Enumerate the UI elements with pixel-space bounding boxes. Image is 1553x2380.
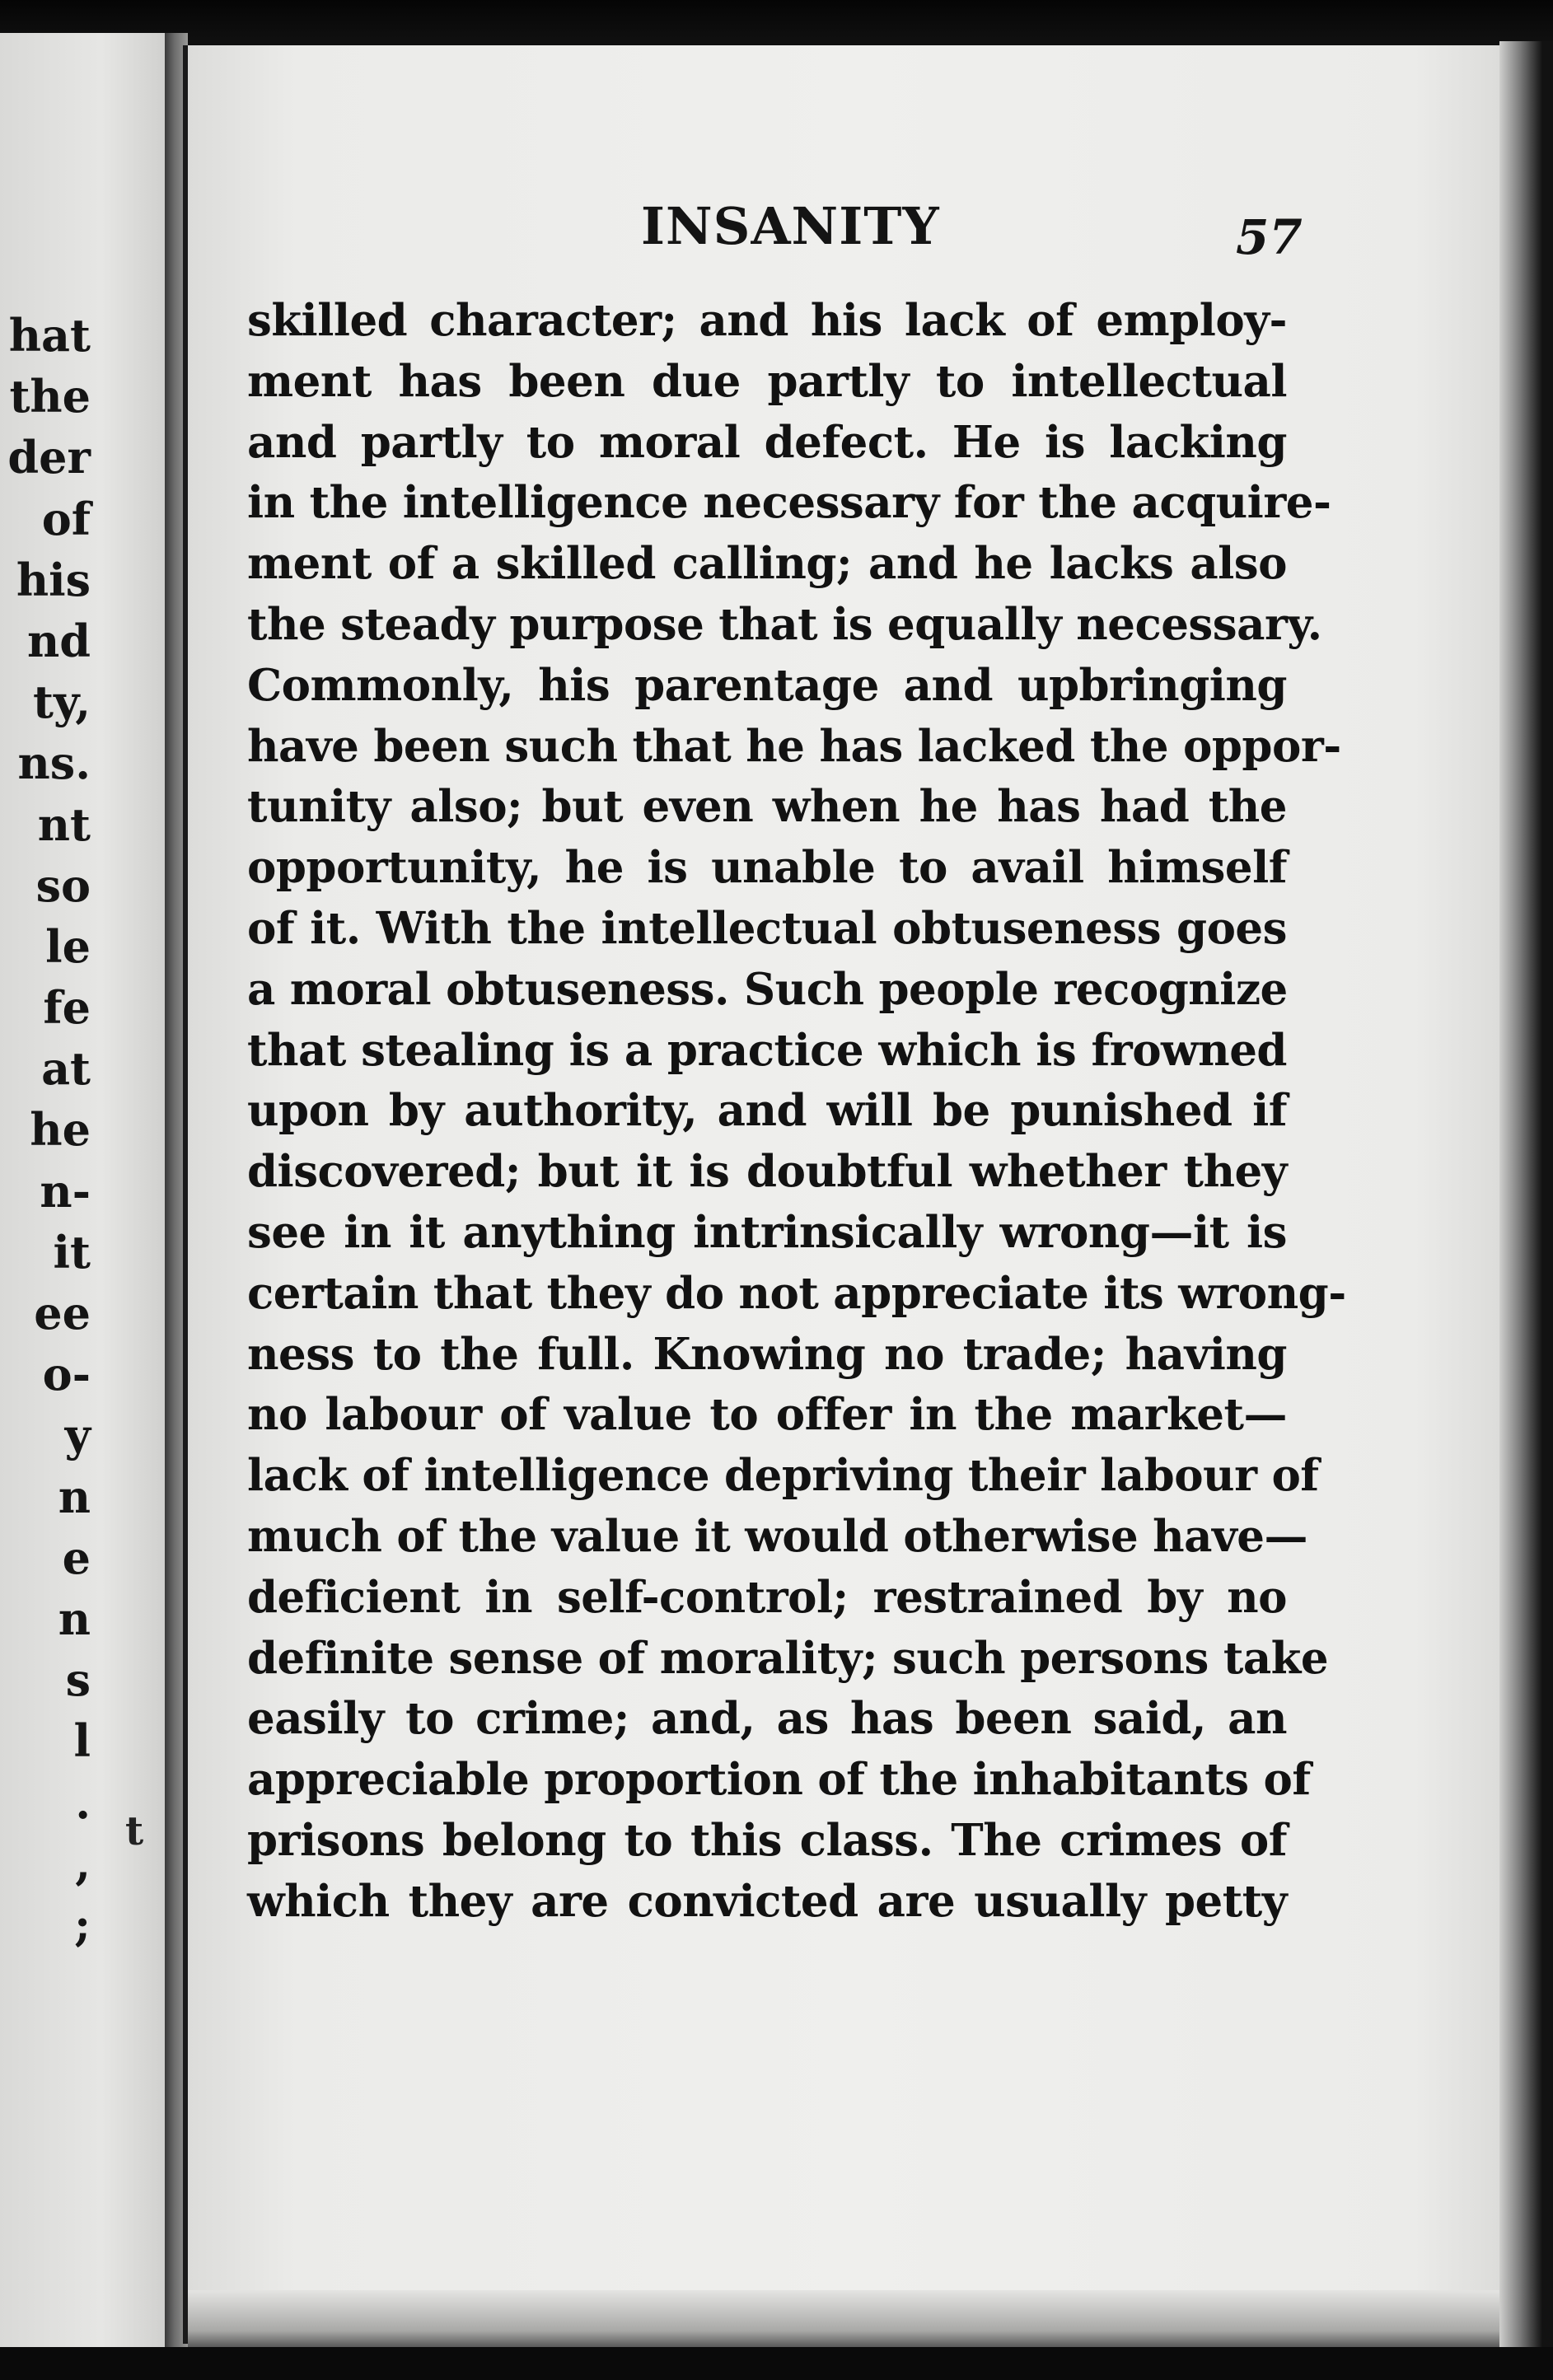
previous-page-line-endings: [0, 305, 91, 1955]
previous-page-fragment-text: ns.: [17, 736, 91, 790]
previous-page-fragment-text: of: [41, 492, 91, 545]
previous-page-fragment-text: y: [64, 1409, 91, 1462]
page-bottom-shadow: [188, 2290, 1523, 2348]
text-line: of it. With the intellectual obtuseness goes: [247, 902, 1287, 954]
previous-page-fragment-text: le: [45, 919, 91, 973]
text-line: ness to the full. Knowing no trade; having: [247, 1328, 1287, 1380]
text-line: no labour of value to offer in the market—: [247, 1389, 1287, 1441]
previous-page-fragment-text: the: [9, 370, 91, 423]
text-line: which they are convicted are usually petty: [247, 1875, 1287, 1927]
previous-page-fragment-text: ;: [74, 1897, 91, 1951]
previous-page-fragment-text: at: [41, 1042, 91, 1096]
text-line: the steady purpose that is equally necessary.: [247, 598, 1322, 650]
text-line: tunity also; but even when he has had the: [247, 781, 1287, 833]
text-line: that stealing is a practice which is frowned: [247, 1024, 1287, 1076]
scan-border-bottom: [0, 2347, 1553, 2380]
text-line: certain that they do not appreciate its wrong-: [247, 1267, 1346, 1319]
previous-page-fragment-text: he: [30, 1103, 91, 1157]
previous-page-fragment-text: ty,: [33, 676, 91, 729]
text-line: much of the value it would otherwise have—: [247, 1510, 1308, 1562]
previous-page-fragment-text: his: [16, 553, 91, 606]
previous-page-fragment-text: .: [75, 1775, 91, 1829]
previous-page-fragment-text: n: [58, 1592, 91, 1645]
previous-page-fragment-text: hat: [8, 309, 91, 362]
previous-page-fragment-text: nt: [37, 797, 91, 851]
text-line: upon by authority, and will be punished if: [247, 1085, 1287, 1137]
text-line: see in it anything intrinsically wrong—it is: [247, 1206, 1287, 1258]
page-right-edge: [1499, 41, 1553, 2348]
text-line: a moral obtuseness. Such people recognize: [247, 963, 1288, 1015]
text-line: lack of intelligence depriving their labour of: [247, 1450, 1319, 1502]
text-line: in the intelligence necessary for the acquire-: [247, 477, 1331, 529]
previous-page-fragment-text: so: [35, 858, 91, 912]
previous-page-fragment-text: n-: [40, 1164, 91, 1218]
previous-page-fragment: [0, 33, 169, 2348]
previous-page-fragment-text: s: [65, 1653, 91, 1707]
previous-page-fragment-text: ee: [34, 1287, 91, 1340]
body-paragraph: [247, 290, 1346, 1932]
text-line: and partly to moral defect. He is lacking: [247, 416, 1287, 468]
previous-page-fragment-text: der: [7, 431, 91, 484]
previous-page-fragment-text: l: [73, 1714, 91, 1768]
previous-page-fragment-text: it: [53, 1225, 91, 1279]
text-line: ment of a skilled calling; and he lacks also: [247, 538, 1287, 590]
text-line: Commonly, his parentage and upbringing: [247, 659, 1287, 711]
text-line: have been such that he has lacked the oppor-: [247, 720, 1341, 772]
text-line: appreciable proportion of the inhabitants of: [247, 1754, 1311, 1806]
text-line: definite sense of morality; such persons take: [247, 1632, 1329, 1684]
page-number: 57: [1236, 209, 1303, 265]
text-line: skilled character; and his lack of employ-: [247, 295, 1287, 346]
text-line: prisons belong to this class. The crimes of: [247, 1814, 1287, 1866]
previous-page-fragment-text: ,: [75, 1836, 91, 1890]
running-head-title: INSANITY: [641, 196, 940, 256]
margin-mark: t: [125, 1808, 144, 1854]
text-line: opportunity, he is unable to avail himself: [247, 842, 1287, 894]
text-line: deficient in self-control; restrained by no: [247, 1571, 1287, 1623]
text-line: discovered; but it is doubtful whether they: [247, 1146, 1287, 1198]
previous-page-fragment-text: n: [58, 1470, 91, 1523]
previous-page-fragment-text: o-: [42, 1348, 91, 1401]
text-line: easily to crime; and, as has been said, an: [247, 1693, 1287, 1745]
previous-page-fragment-text: nd: [26, 614, 91, 667]
previous-page-fragment-text: e: [62, 1531, 91, 1584]
text-line: ment has been due partly to intellectual: [247, 355, 1287, 407]
previous-page-fragment-text: fe: [43, 981, 91, 1035]
